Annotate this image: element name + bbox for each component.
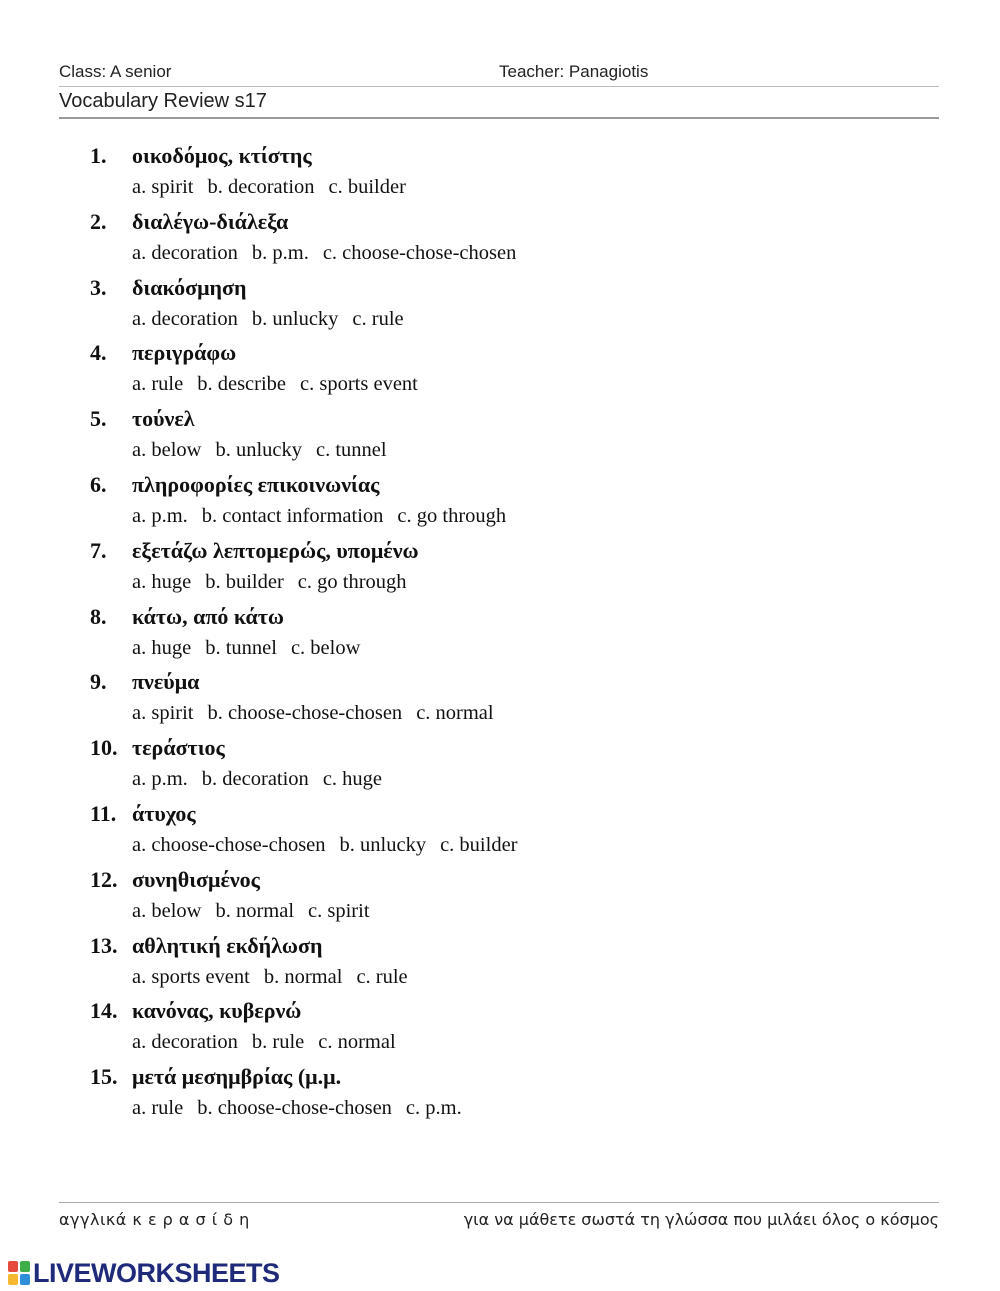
footer-right-text: για να μάθετε σωστά τη γλώσσα που μιλάει όλος ο κόσμος xyxy=(463,1210,939,1229)
answer-option[interactable]: b. contact information xyxy=(201,504,384,527)
answer-option[interactable]: a. p.m. xyxy=(132,768,188,791)
question-prompt: οικοδόμος, κτίστης xyxy=(132,143,312,168)
answer-option[interactable]: c. rule xyxy=(352,307,404,330)
answer-options xyxy=(132,1097,476,1120)
question-number: 8. xyxy=(90,603,107,629)
logo-square xyxy=(8,1261,18,1272)
title-divider xyxy=(59,117,939,119)
answer-option[interactable]: c. go through xyxy=(297,570,407,593)
question-prompt: πληροφορίες επικοινωνίας xyxy=(132,471,380,497)
logo-square xyxy=(20,1261,30,1272)
answer-option[interactable]: b. describe xyxy=(197,373,287,396)
question-number: 7. xyxy=(90,537,107,563)
question-item xyxy=(90,801,940,867)
answer-option[interactable]: a. spirit xyxy=(132,702,194,725)
worksheet-header xyxy=(59,62,939,84)
logo-square xyxy=(8,1274,18,1285)
answer-option[interactable]: c. p.m. xyxy=(405,1097,462,1120)
header-divider xyxy=(59,86,939,87)
answer-option[interactable]: a. sports event xyxy=(132,965,250,988)
question-prompt: συνηθισμένος xyxy=(132,866,260,892)
question-item xyxy=(90,1064,940,1130)
answer-option[interactable]: a. decoration xyxy=(132,307,238,330)
answer-option[interactable]: a. decoration xyxy=(132,241,238,264)
answer-options xyxy=(132,966,422,989)
question-number: 12. xyxy=(90,866,118,892)
answer-option[interactable]: a. rule xyxy=(132,1097,184,1120)
answer-options xyxy=(132,702,508,725)
logo-square xyxy=(20,1274,30,1285)
question-prompt: τεράστιος xyxy=(132,735,225,761)
question-number: 10. xyxy=(90,735,118,761)
answer-options xyxy=(132,308,418,331)
answer-option[interactable]: b. tunnel xyxy=(205,636,277,659)
question-number: 4. xyxy=(90,340,107,366)
answer-options xyxy=(132,439,401,462)
question-item xyxy=(90,406,940,472)
question-prompt: κανόνας, κυβερνώ xyxy=(132,998,302,1024)
answer-option[interactable]: b. rule xyxy=(251,1031,305,1054)
liveworksheets-logo[interactable] xyxy=(8,1258,280,1288)
answer-option[interactable]: c. choose-chose-chosen xyxy=(322,241,517,264)
answer-options xyxy=(132,176,420,199)
answer-option[interactable]: b. choose-chose-chosen xyxy=(197,1097,392,1120)
answer-options xyxy=(132,834,532,857)
question-prompt: τούνελ xyxy=(132,406,195,432)
question-item xyxy=(90,340,940,406)
answer-options xyxy=(132,373,432,396)
question-item xyxy=(90,275,940,341)
question-item xyxy=(90,998,940,1064)
question-prompt: διαλέγω-διάλεξα xyxy=(132,208,289,234)
question-prompt: κάτω, από κάτω xyxy=(132,603,284,629)
question-number: 2. xyxy=(90,208,107,234)
answer-options xyxy=(132,768,396,791)
class-label: Class: A senior xyxy=(59,62,172,81)
answer-option[interactable]: c. builder xyxy=(440,833,518,856)
answer-option[interactable]: b. unlucky xyxy=(215,439,302,462)
answer-option[interactable]: b. p.m. xyxy=(251,241,309,264)
answer-option[interactable]: c. below xyxy=(290,636,361,659)
answer-option[interactable]: c. spirit xyxy=(308,899,370,922)
question-number: 9. xyxy=(90,669,107,695)
question-prompt: μετά μεσημβρίας (μ.μ. xyxy=(132,1064,342,1090)
answer-option[interactable]: a. below xyxy=(132,439,202,462)
answer-options xyxy=(132,242,530,265)
answer-option[interactable]: a. choose-chose-chosen xyxy=(132,833,326,856)
question-item xyxy=(90,669,940,735)
question-number: 5. xyxy=(90,406,107,432)
question-number: 14. xyxy=(90,998,118,1024)
question-item xyxy=(90,143,940,209)
question-list xyxy=(90,143,940,1130)
answer-options xyxy=(132,505,520,528)
logo-text: LIVEWORKSHEETS xyxy=(33,1257,280,1288)
answer-option[interactable]: c. huge xyxy=(322,768,383,791)
answer-option[interactable]: b. unlucky xyxy=(339,833,427,856)
teacher-label: Teacher: Panagiotis xyxy=(499,62,649,81)
question-item xyxy=(90,209,940,275)
answer-options xyxy=(132,637,374,660)
question-item xyxy=(90,604,940,670)
answer-option[interactable]: b. choose-chose-chosen xyxy=(207,702,403,725)
worksheet-title: Vocabulary Review s17 xyxy=(59,90,267,112)
question-number: 6. xyxy=(90,471,107,497)
answer-options xyxy=(132,900,384,923)
answer-option[interactable]: a. below xyxy=(132,899,202,922)
answer-option[interactable]: b. decoration xyxy=(201,768,309,791)
answer-option[interactable]: b. unlucky xyxy=(251,307,339,330)
footer-divider xyxy=(59,1202,939,1203)
answer-option[interactable]: c. rule xyxy=(356,965,408,988)
question-prompt: περιγράφω xyxy=(132,340,237,366)
answer-option[interactable]: b. decoration xyxy=(207,176,315,198)
answer-option[interactable]: b. builder xyxy=(205,570,284,593)
answer-option[interactable]: a. huge xyxy=(132,636,192,659)
question-prompt: αθλητική εκδήλωση xyxy=(132,932,323,958)
question-item xyxy=(90,472,940,538)
answer-options xyxy=(132,571,421,594)
answer-option[interactable]: c. go through xyxy=(397,504,507,527)
question-number: 3. xyxy=(90,274,107,300)
answer-option[interactable]: c. tunnel xyxy=(316,439,387,462)
logo-icon xyxy=(8,1261,30,1285)
answer-option[interactable]: a. p.m. xyxy=(132,504,188,527)
question-item xyxy=(90,933,940,999)
question-item xyxy=(90,867,940,933)
answer-option[interactable]: c. normal xyxy=(416,702,494,725)
answer-option[interactable]: c. builder xyxy=(328,176,406,198)
answer-option[interactable]: c. sports event xyxy=(300,373,418,396)
question-number: 11. xyxy=(90,800,117,826)
answer-option[interactable]: c. normal xyxy=(318,1031,396,1054)
question-prompt: διακόσμηση xyxy=(132,274,247,300)
answer-options xyxy=(132,1031,410,1054)
answer-option[interactable]: a. decoration xyxy=(132,1031,238,1054)
question-number: 1. xyxy=(90,143,107,168)
answer-option[interactable]: b. normal xyxy=(215,899,295,922)
answer-option[interactable]: a. huge xyxy=(132,570,192,593)
question-item xyxy=(90,538,940,604)
question-number: 13. xyxy=(90,932,118,958)
question-prompt: άτυχος xyxy=(132,800,196,826)
answer-option[interactable]: a. rule xyxy=(132,373,184,396)
answer-option[interactable]: b. normal xyxy=(263,965,343,988)
question-item xyxy=(90,735,940,801)
footer-left-text: αγγλικά κ ε ρ α σ ί δ η xyxy=(59,1210,250,1229)
answer-option[interactable]: a. spirit xyxy=(132,176,194,198)
question-prompt: εξετάζω λεπτομερώς, υπομένω xyxy=(132,537,419,563)
question-prompt: πνεύμα xyxy=(132,669,200,695)
question-number: 15. xyxy=(90,1064,118,1090)
